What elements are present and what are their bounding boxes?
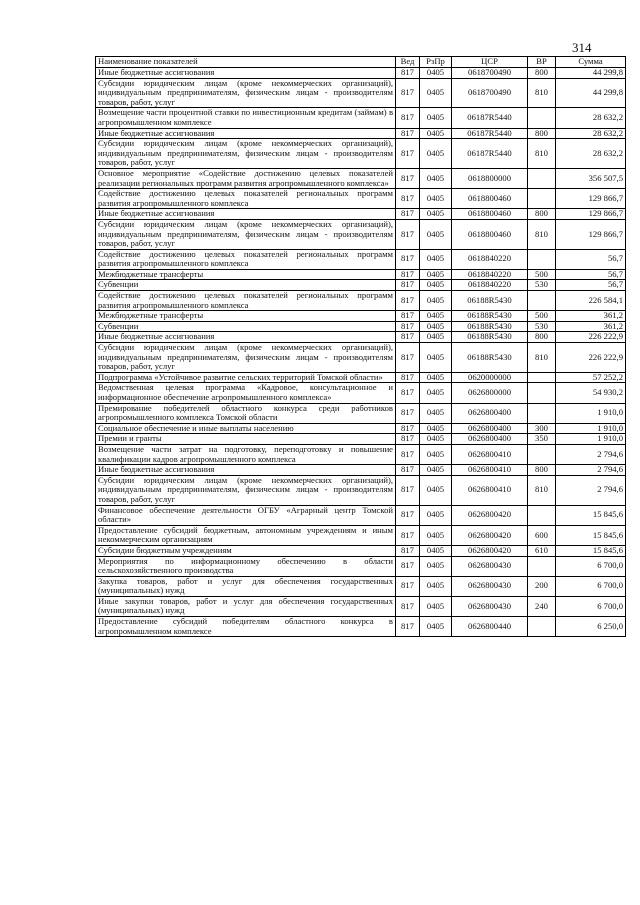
cell-name: Иные бюджетные ассигнования [96, 128, 396, 139]
cell-ved: 817 [396, 423, 420, 434]
cell-vr: 200 [528, 576, 556, 596]
cell-name: Предоставление субсидий бюджетным, автономным учреждениям и иным некоммерческим организациям [96, 525, 396, 545]
cell-name: Мероприятия по информационному обеспечению в области сельскохозяйственного производства [96, 556, 396, 576]
cell-sum: 56,7 [556, 269, 626, 280]
cell-sum: 15 845,6 [556, 505, 626, 525]
cell-ved: 817 [396, 280, 420, 291]
header-vr: ВР [528, 57, 556, 68]
cell-name: Субсидии юридическим лицам (кроме некоммерческих организаций), индивидуальным предпринимателям, физическим лицам - производителям товаров, работ, услуг [96, 139, 396, 169]
cell-vr: 240 [528, 596, 556, 616]
cell-ved: 817 [396, 68, 420, 79]
table-body [96, 68, 626, 637]
cell-ved: 817 [396, 525, 420, 545]
cell-name: Субсидии юридическим лицам (кроме некоммерческих организаций), индивидуальным предпринимателям, физическим лицам - производителям товаров, работ, услуг [96, 78, 396, 108]
cell-sum: 2 794,6 [556, 475, 626, 505]
cell-rzpr: 0405 [420, 434, 452, 445]
cell-name: Иные бюджетные ассигнования [96, 332, 396, 343]
cell-name: Основное мероприятие «Содействие достижению целевых показателей реализации региональных программ развития агропромышленного комплекса» [96, 168, 396, 188]
cell-rzpr: 0405 [420, 128, 452, 139]
table-row [96, 139, 626, 169]
cell-name: Иные закупки товаров, работ и услуг для обеспечения государственных (муниципальных) нужд [96, 596, 396, 616]
cell-ved: 817 [396, 505, 420, 525]
cell-name: Субсидии юридическим лицам (кроме некоммерческих организаций), индивидуальным предпринимателям, физическим лицам - производителям товаров, работ, услуг [96, 219, 396, 249]
cell-rzpr: 0405 [420, 108, 452, 128]
cell-ved: 817 [396, 128, 420, 139]
table-row [96, 168, 626, 188]
table-row [96, 505, 626, 525]
cell-csr: 06187R5440 [452, 139, 528, 169]
cell-ved: 817 [396, 139, 420, 169]
cell-name: Подпрограмма «Устойчивое развитие сельских территорий Томской области» [96, 372, 396, 383]
cell-rzpr: 0405 [420, 505, 452, 525]
cell-sum: 28 632,2 [556, 108, 626, 128]
cell-vr [528, 383, 556, 403]
cell-csr: 06188R5430 [452, 311, 528, 322]
cell-name: Межбюджетные трансферты [96, 269, 396, 280]
table-row [96, 189, 626, 209]
cell-sum: 361,2 [556, 311, 626, 322]
cell-name: Социальное обеспечение и иные выплаты населению [96, 423, 396, 434]
cell-rzpr: 0405 [420, 596, 452, 616]
cell-name: Премии и гранты [96, 434, 396, 445]
table-row [96, 291, 626, 311]
cell-rzpr: 0405 [420, 403, 452, 423]
cell-name: Предоставление субсидий победителям областного конкурса в агропромышленном комплексе [96, 617, 396, 637]
table-row [96, 249, 626, 269]
cell-csr: 0626800400 [452, 403, 528, 423]
cell-vr: 300 [528, 423, 556, 434]
cell-rzpr: 0405 [420, 78, 452, 108]
cell-rzpr: 0405 [420, 280, 452, 291]
cell-vr [528, 617, 556, 637]
cell-name: Финансовое обеспечение деятельности ОГБУ «Аграрный центр Томской области» [96, 505, 396, 525]
cell-ved: 817 [396, 209, 420, 220]
cell-csr: 06188R5430 [452, 332, 528, 343]
table-row [96, 372, 626, 383]
cell-csr: 0626800410 [452, 475, 528, 505]
cell-name: Содействие достижению целевых показателей региональных программ развития агропромышленного комплекса [96, 189, 396, 209]
cell-ved: 817 [396, 465, 420, 476]
cell-vr: 530 [528, 280, 556, 291]
budget-table [95, 56, 626, 637]
cell-csr: 0626800000 [452, 383, 528, 403]
header-csr: ЦСР [452, 57, 528, 68]
cell-sum: 2 794,6 [556, 465, 626, 476]
table-row [96, 596, 626, 616]
table-row [96, 434, 626, 445]
cell-vr: 600 [528, 525, 556, 545]
cell-csr: 06187R5440 [452, 128, 528, 139]
cell-csr: 0618700490 [452, 78, 528, 108]
cell-vr [528, 168, 556, 188]
cell-rzpr: 0405 [420, 372, 452, 383]
cell-csr: 0626800420 [452, 545, 528, 556]
cell-name: Субсидии бюджетным учреждениям [96, 545, 396, 556]
cell-ved: 817 [396, 311, 420, 322]
cell-sum: 2 794,6 [556, 444, 626, 464]
cell-csr: 0626800400 [452, 423, 528, 434]
cell-csr: 0626800410 [452, 465, 528, 476]
cell-csr: 0618800000 [452, 168, 528, 188]
cell-sum: 129 866,7 [556, 209, 626, 220]
table-header-row [96, 57, 626, 68]
cell-name: Субвенции [96, 321, 396, 332]
cell-rzpr: 0405 [420, 249, 452, 269]
cell-name: Иные бюджетные ассигнования [96, 465, 396, 476]
cell-sum: 54 930,2 [556, 383, 626, 403]
cell-ved: 817 [396, 383, 420, 403]
cell-csr: 0626800420 [452, 525, 528, 545]
cell-name: Возмещение части затрат на подготовку, переподготовку и повышение квалификации кадров агропромышленного комплекса [96, 444, 396, 464]
cell-ved: 817 [396, 444, 420, 464]
cell-vr: 610 [528, 545, 556, 556]
cell-ved: 817 [396, 332, 420, 343]
cell-sum: 361,2 [556, 321, 626, 332]
header-rzpr: РзПр [420, 57, 452, 68]
cell-sum: 15 845,6 [556, 525, 626, 545]
cell-rzpr: 0405 [420, 189, 452, 209]
cell-rzpr: 0405 [420, 343, 452, 373]
cell-sum: 6 700,0 [556, 596, 626, 616]
cell-sum: 1 910,0 [556, 423, 626, 434]
cell-ved: 817 [396, 545, 420, 556]
cell-rzpr: 0405 [420, 269, 452, 280]
table-row [96, 343, 626, 373]
cell-vr: 810 [528, 475, 556, 505]
cell-sum: 57 252,2 [556, 372, 626, 383]
cell-vr: 800 [528, 209, 556, 220]
table-row [96, 108, 626, 128]
cell-rzpr: 0405 [420, 617, 452, 637]
cell-rzpr: 0405 [420, 444, 452, 464]
table-row [96, 78, 626, 108]
cell-rzpr: 0405 [420, 332, 452, 343]
table-row [96, 128, 626, 139]
cell-vr: 810 [528, 78, 556, 108]
cell-ved: 817 [396, 475, 420, 505]
table-row [96, 68, 626, 79]
cell-sum: 15 845,6 [556, 545, 626, 556]
cell-vr: 800 [528, 68, 556, 79]
table-row [96, 209, 626, 220]
cell-vr [528, 505, 556, 525]
cell-sum: 56,7 [556, 249, 626, 269]
cell-vr: 800 [528, 465, 556, 476]
cell-ved: 817 [396, 343, 420, 373]
page-number: 314 [572, 40, 592, 55]
table-row [96, 403, 626, 423]
cell-ved: 817 [396, 321, 420, 332]
cell-sum: 226 222,9 [556, 332, 626, 343]
cell-ved: 817 [396, 403, 420, 423]
cell-rzpr: 0405 [420, 291, 452, 311]
cell-name: Иные бюджетные ассигнования [96, 209, 396, 220]
table-row [96, 545, 626, 556]
cell-rzpr: 0405 [420, 465, 452, 476]
cell-name: Премирование победителей областного конкурса среди работников агропромышленного комплекса Томской области [96, 403, 396, 423]
table-row [96, 475, 626, 505]
cell-vr [528, 444, 556, 464]
cell-name: Содействие достижению целевых показателей региональных программ развития агропромышленного комплекса [96, 291, 396, 311]
cell-rzpr: 0405 [420, 219, 452, 249]
cell-csr: 0618800460 [452, 219, 528, 249]
cell-csr: 0626800430 [452, 596, 528, 616]
table-row [96, 219, 626, 249]
cell-csr: 0626800410 [452, 444, 528, 464]
cell-rzpr: 0405 [420, 525, 452, 545]
cell-csr: 0618800460 [452, 209, 528, 220]
cell-vr: 810 [528, 343, 556, 373]
cell-ved: 817 [396, 291, 420, 311]
table-row [96, 576, 626, 596]
cell-rzpr: 0405 [420, 139, 452, 169]
cell-sum: 56,7 [556, 280, 626, 291]
cell-vr: 350 [528, 434, 556, 445]
cell-csr: 06188R5430 [452, 343, 528, 373]
table-row [96, 321, 626, 332]
table-row [96, 269, 626, 280]
cell-ved: 817 [396, 108, 420, 128]
cell-ved: 817 [396, 189, 420, 209]
table-row [96, 311, 626, 322]
cell-ved: 817 [396, 556, 420, 576]
cell-ved: 817 [396, 269, 420, 280]
cell-name: Субвенции [96, 280, 396, 291]
cell-vr: 500 [528, 311, 556, 322]
cell-rzpr: 0405 [420, 321, 452, 332]
cell-name: Закупка товаров, работ и услуг для обеспечения государственных (муниципальных) нужд [96, 576, 396, 596]
cell-csr: 0626800430 [452, 576, 528, 596]
table-row [96, 444, 626, 464]
cell-sum: 6 700,0 [556, 556, 626, 576]
cell-sum: 28 632,2 [556, 128, 626, 139]
cell-sum: 6 700,0 [556, 576, 626, 596]
table-row [96, 332, 626, 343]
cell-vr [528, 556, 556, 576]
table-row [96, 280, 626, 291]
cell-name: Субсидии юридическим лицам (кроме некоммерческих организаций), индивидуальным предпринимателям, физическим лицам - производителям товаров, работ, услуг [96, 343, 396, 373]
cell-rzpr: 0405 [420, 545, 452, 556]
cell-name: Межбюджетные трансферты [96, 311, 396, 322]
cell-ved: 817 [396, 168, 420, 188]
cell-rzpr: 0405 [420, 475, 452, 505]
table-row [96, 525, 626, 545]
cell-vr [528, 249, 556, 269]
cell-sum: 1 910,0 [556, 434, 626, 445]
cell-csr: 0620000000 [452, 372, 528, 383]
cell-sum: 44 299,8 [556, 68, 626, 79]
cell-csr: 0618840220 [452, 280, 528, 291]
cell-sum: 44 299,8 [556, 78, 626, 108]
cell-name: Ведомственная целевая программа «Кадровое, консультационное и информационное обеспечение агропромышленного комплекса» [96, 383, 396, 403]
cell-vr: 810 [528, 139, 556, 169]
table-row [96, 423, 626, 434]
cell-vr [528, 108, 556, 128]
cell-vr [528, 372, 556, 383]
header-name: Наименование показателей [96, 57, 396, 68]
cell-csr: 0618840220 [452, 249, 528, 269]
cell-csr: 06187R5440 [452, 108, 528, 128]
cell-vr: 800 [528, 332, 556, 343]
cell-vr: 530 [528, 321, 556, 332]
cell-rzpr: 0405 [420, 383, 452, 403]
table-row [96, 465, 626, 476]
cell-ved: 817 [396, 372, 420, 383]
cell-rzpr: 0405 [420, 311, 452, 322]
cell-ved: 817 [396, 434, 420, 445]
table-row [96, 383, 626, 403]
cell-sum: 129 866,7 [556, 219, 626, 249]
cell-ved: 817 [396, 219, 420, 249]
cell-sum: 226 222,9 [556, 343, 626, 373]
cell-rzpr: 0405 [420, 556, 452, 576]
cell-ved: 817 [396, 78, 420, 108]
cell-name: Иные бюджетные ассигнования [96, 68, 396, 79]
cell-csr: 06188R5430 [452, 291, 528, 311]
cell-vr [528, 189, 556, 209]
cell-rzpr: 0405 [420, 168, 452, 188]
cell-csr: 06188R5430 [452, 321, 528, 332]
cell-ved: 817 [396, 596, 420, 616]
cell-csr: 0618700490 [452, 68, 528, 79]
cell-sum: 356 507,5 [556, 168, 626, 188]
table-row [96, 556, 626, 576]
cell-vr [528, 403, 556, 423]
cell-name: Субсидии юридическим лицам (кроме некоммерческих организаций), индивидуальным предпринимателям, физическим лицам - производителям товаров, работ, услуг [96, 475, 396, 505]
cell-ved: 817 [396, 617, 420, 637]
cell-csr: 0618800460 [452, 189, 528, 209]
cell-csr: 0618840220 [452, 269, 528, 280]
cell-name: Содействие достижению целевых показателей региональных программ развития агропромышленного комплекса [96, 249, 396, 269]
cell-vr: 810 [528, 219, 556, 249]
cell-sum: 226 584,1 [556, 291, 626, 311]
cell-name: Возмещение части процентной ставки по инвестиционным кредитам (займам) в агропромышленном комплексе [96, 108, 396, 128]
cell-rzpr: 0405 [420, 209, 452, 220]
cell-ved: 817 [396, 249, 420, 269]
cell-sum: 6 250,0 [556, 617, 626, 637]
cell-ved: 817 [396, 576, 420, 596]
cell-vr: 800 [528, 128, 556, 139]
cell-sum: 1 910,0 [556, 403, 626, 423]
header-ved: Вед [396, 57, 420, 68]
cell-sum: 129 866,7 [556, 189, 626, 209]
cell-csr: 0626800430 [452, 556, 528, 576]
header-sum: Сумма [556, 57, 626, 68]
cell-rzpr: 0405 [420, 423, 452, 434]
cell-sum: 28 632,2 [556, 139, 626, 169]
cell-rzpr: 0405 [420, 576, 452, 596]
cell-csr: 0626800420 [452, 505, 528, 525]
cell-csr: 0626800400 [452, 434, 528, 445]
cell-csr: 0626800440 [452, 617, 528, 637]
cell-vr: 500 [528, 269, 556, 280]
cell-rzpr: 0405 [420, 68, 452, 79]
table-row [96, 617, 626, 637]
cell-vr [528, 291, 556, 311]
